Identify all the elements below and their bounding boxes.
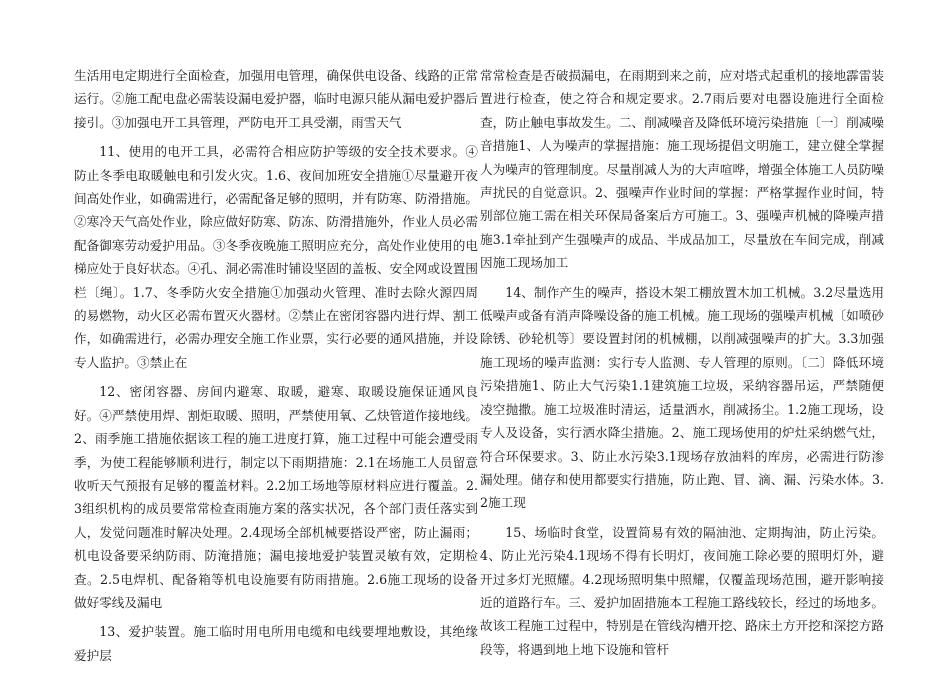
- paragraph: 14、制作产生的噪声，搭设木架工棚放置木加工机械。3.2尽量选用低噪声或备有消声降噪设备的施工机械。施工现场的强噪声机械〔如喷砂除锈、砂轮机等〕要设置封闭的机械棚，以削减强噪声的扩大。3.3加强施工现场的噪声监测：实行专人监测、专人管理的原则。〔二〕降低环境污染措施1、防止大气污染1.1建筑施工垃圾，采纳容器吊运，严禁随便凌空抛撒。施工垃圾准时清运，适量洒水，削减扬尘。1.2施工现场，设专人及设备，实行洒水降尘措施。2、施工现场使用的炉灶采纳燃气灶，符合环保要求。3、防止水污染3.1现场存放油料的库房，必需进行防渗漏处理。储存和使用都要实行措施，防止跑、冒、滴、漏、污染水体。3.2施工现: [480, 284, 884, 511]
- paragraph: 常常检查是否破损漏电，在雨期到来之前，应对塔式起重机的接地霹雷装置进行检查，使之符合和规定要求。2.7雨后要对电器设施进行全面检查，防止触电事故发生。二、削减噪音及降低环境污染措施〔一〕削减噪音措施1、人为噪声的掌握措施：施工现场提倡文明施工，建立健全掌握人为噪声的管理制度。尽量削减人为的大声喧哗，增强全体施工人员防噪声扰民的自觉意识。2、强噪声作业时间的掌握：严格掌握作业时间，特别部位施工需在相关环保局备案后方可施工。3、强噪声机械的降噪声措施3.1牵扯到产生强噪声的成品、半成品加工，尽量放在车间完成，削减因施工现场加工: [480, 68, 884, 271]
- paragraph: 15、场临时食堂，设置简易有效的隔油池、定期掏油，防止污染。4、防止光污染4.1现场不得有长明灯，夜间施工除必要的照明灯外，避开过多灯光照耀。4.2现场照明集中照耀，仅覆盖现场范围，避开影响接近的道路行车。三、爱护加固措施本工程施工路线较长，经过的场地多。故该工程施工过程中，特别是在管线沟槽开挖、路床土方开挖和深挖方路段等，将遇到地上地下设施和管杆: [480, 524, 884, 657]
- paragraph: 13、爱护装置。施工临时用电所用电缆和电线要埋地敷设，其绝缘爱护层: [74, 624, 478, 663]
- paragraph: 生活用电定期进行全面检查，加强用电管理，确保供电设备、线路的正常运行。②施工配电盘必需装设漏电爱护器，临时电源只能从漏电爱护器后接引。③加强电开工具管理，严防电开工具受潮，雨雪天气: [74, 68, 478, 130]
- paragraph: 12、密闭容器、房间内避寒、取暖，避寒、取暖设施保证通风良好。④严禁使用焊、割炬取暖、照明，严禁使用氧、乙炔管道作接地线。2、雨季施工措施依据该工程的施工进度打算，施工过程中可能会遭受雨季，为使工程能够顺利进行，制定以下雨期措施：2.1在场施工人员留意收听天气预报有足够的覆盖材料。2.2加工场地等原材料应进行覆盖。2.3组织机构的成员要常常检查雨施方案的落实状况，各个部门责任落实到人，发觉问题准时解决处理。2.4现场全部机械要搭设严密，防止漏雨；机电设备要采纳防雨、防淹措施；漏电接地爱护装置灵敏有效，定期检查。2.5电焊机、配备箱等机电设施要有防雨措施。2.6施工现场的设备做好零线及漏电: [74, 384, 478, 610]
- left-text-column: [74, 64, 478, 673]
- right-text-column: [480, 64, 884, 667]
- paragraph: 11、使用的电开工具，必需符合相应防护等级的安全技术要求。④防止冬季电取暖触电和引发火灾。1.6、夜间加班安全措施①尽量避开夜间高处作业，如确需进行，必需配备足够的照明，并有防寒、防滑措施。②寒冷天气高处作业，除应做好防寒、防冻、防滑措施外，作业人员必需配备御寒劳动爱护用品。③冬季夜晚施工照明应充分，高处作业使用的电梯应处于良好状态。④孔、洞必需准时铺设坚固的盖板、安全网或设置围栏〔绳〕。1.7、冬季防火安全措施①加强动火管理、准时去除火源四周的易燃物，动火区必需布置灭火器材。②禁止在密闭容器内进行焊、割工作，如确需进行，必需办理安全施工作业票，实行必要的通风措施，并设专人监护。③禁止在: [74, 144, 478, 370]
